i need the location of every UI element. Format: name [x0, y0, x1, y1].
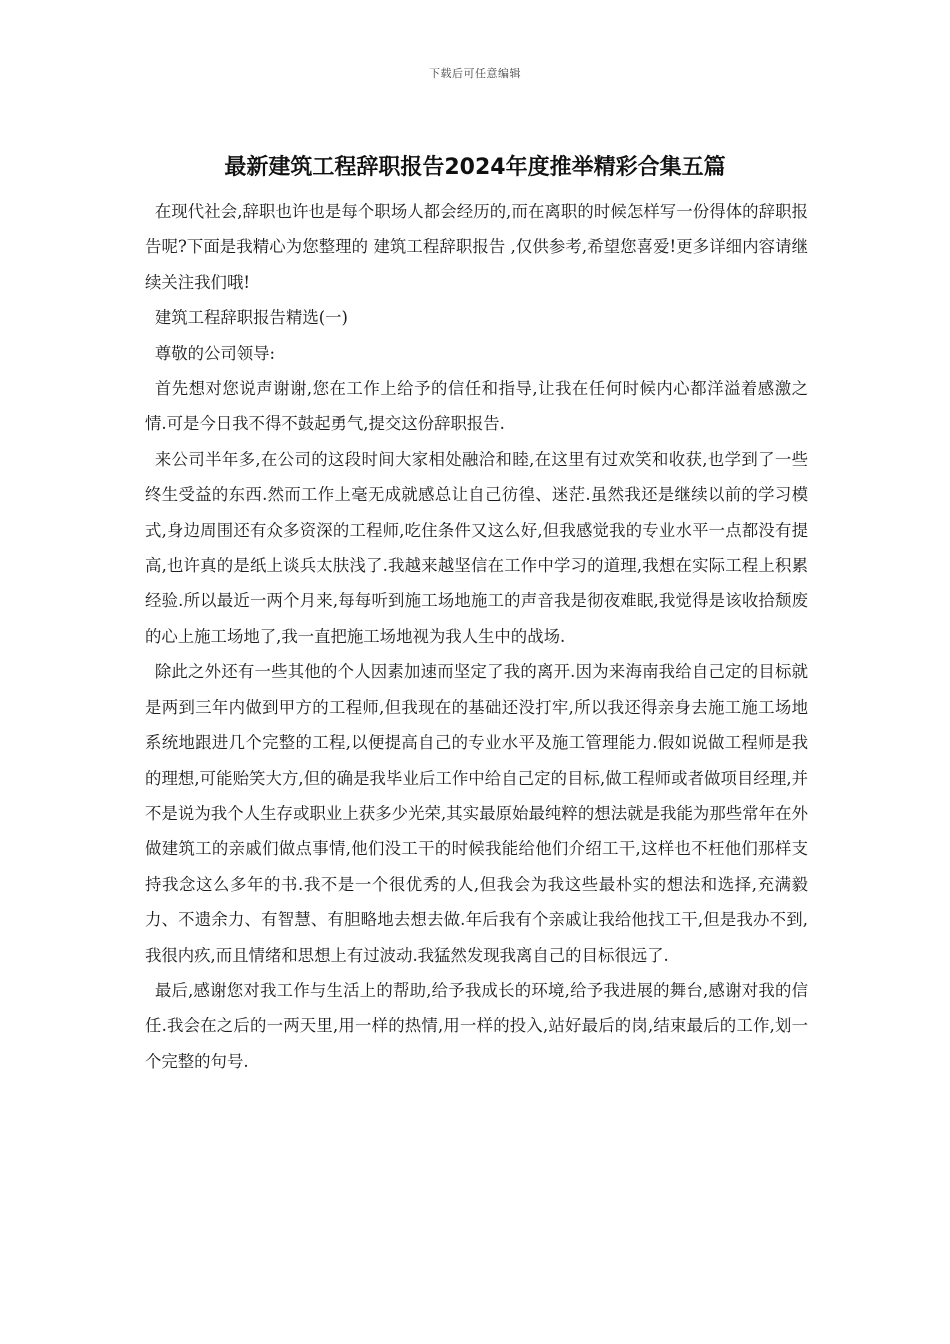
salutation: 尊敬的公司领导:	[154, 343, 276, 363]
body-paragraph: 除此之外还有一些其他的个人因素加速而坚定了我的离开.因为来海南我给自己定的目标就是两到三年内做到甲方的工程师,但我现在的基础还没打牢,所以我还得亲身去施工施工场地系统地跟进几个完整的工程,以便提高自己的专业水平及施工管理能力.假如说做工程师是我的理想,可能贻笑大方,但的确是我毕业后工作中给自己定的目标,做工程师或者做项目经理,并不是说为我个人生存或职业上获多少光荣,其实最原始最纯粹的想法就是我能为那些常年在外做建筑工的亲戚们做点事情,他们没工干的时候我能给他们介绍工干,这样也不枉他们那样支持我念这么多年的书.我不是一个很优秀的人,但我会为我这些最朴实的想法和选择,充满毅力、不遗余力、有智慧、有胆略地去想去做.年后我有个亲戚让我给他找工干,但是我办不到,我很内疚,而且情绪和思想上有过波动.我猛然发现我离自己的目标很远了.	[145, 662, 808, 965]
body-paragraph: 首先想对您说声谢谢,您在工作上给予的信任和指导,让我在任何时候内心都洋溢着感激之情.可是今日我不得不鼓起勇气,提交这份辞职报告.	[145, 379, 808, 434]
body-paragraph: 来公司半年多,在公司的这段时间大家相处融洽和睦,在这里有过欢笑和收获,也学到了一些终生受益的东西.然而工作上毫无成就感总让自己彷徨、迷茫.虽然我还是继续以前的学习模式,身边周围还有众多资深的工程师,吃住条件又这么好,但我感觉我的专业水平一点都没有提高,也许真的是纸上谈兵太肤浅了.我越来越坚信在工作中学习的道理,我想在实际工程上积累经验.所以最近一两个月来,每每听到施工场地施工的声音我是彻夜难眠,我觉得是该收拾颓废的心上施工场地了,我一直把施工场地视为我人生中的战场.	[145, 449, 808, 646]
header-note: 下载后可任意编辑	[429, 67, 521, 80]
closing-paragraph: 最后,感谢您对我工作与生活上的帮助,给予我成长的环境,给予我进展的舞台,感谢对我的信任.我会在之后的一两天里,用一样的热情,用一样的投入,站好最后的岗,结束最后的工作,划一个完整的句号.	[145, 980, 808, 1071]
document-body	[145, 194, 808, 1079]
document-title: 最新建筑工程辞职报告2024年度推举精彩合集五篇	[224, 155, 726, 180]
intro-paragraph: 在现代社会,辞职也许也是每个职场人都会经历的,而在离职的时候怎样写一份得体的辞职报告呢?下面是我精心为您整理的 建筑工程辞职报告 ,仅供参考,希望您喜爱!更多详细内容请继续关注我们哦!	[145, 202, 808, 292]
section-heading: 建筑工程辞职报告精选(一)	[154, 308, 348, 328]
